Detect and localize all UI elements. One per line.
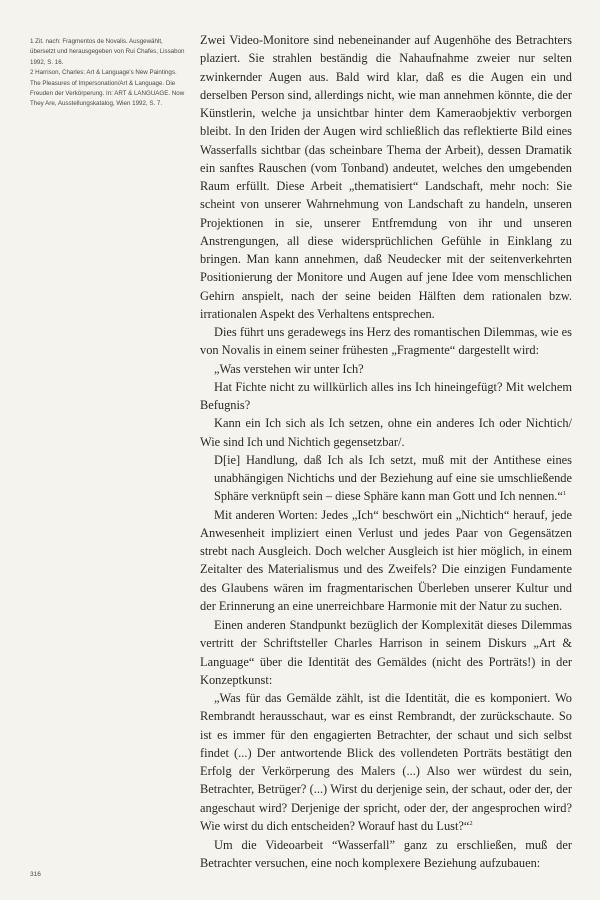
quote-novalis-line-3: Kann ein Ich sich als Ich setzen, ohne ein anderes Ich oder Nichtich/ Wie sind Ich und Nichtich gegensetzbar/. [200, 416, 572, 449]
footnote-ref-1: 1 [562, 490, 567, 498]
quote-harrison: „Was für das Gemälde zählt, ist die Identität, die es komponiert. Wo Rembrandt herausschaut, war es einst Rembrandt, der zurückschaute. So ist es immer für den engagierten Betrachter, der schaut und sich selbst findet (...) Der antwortende Blick des vollendeten Porträts bestätigt den Erfolg der Verkörperung des Malers (...) Also wer würdest du sein, Betrachter, Betrüger? (...) Wirst du derjenige sein, der schaut, oder der, der angeschaut wird? Derjenige der spricht, oder der, der angesprochen wird? Wie wirst du dich entscheiden? Worauf hast du Lust?“$^2$ [200, 691, 572, 833]
paragraph-harrison-intro: Einen anderen Standpunkt bezüglich der Komplexität dieses Dilemmas vertritt der Schriftsteller Charles Harrison in seinem Diskurs „Art & Language“ über die Identität des Gemäldes (nicht des Porträts!) in der Konzeptkunst: [200, 618, 572, 687]
paragraph-waterfall: Um die Videoarbeit “Wasserfall” ganz zu erschließen, muß der Betrachter versuchen, eine noch komplexere Beziehung aufzubauen: [200, 838, 572, 871]
footnote-ref-2: 2 [469, 819, 473, 827]
quote-novalis-line-2: Hat Fichte nicht zu willkürlich alles ins Ich hineingefügt? Mit welchem Befugnis? [200, 379, 572, 412]
footnotes [30, 37, 185, 110]
footnote-1: 1 Zit. nach: Fragmentos de Novalis. Ausgewählt, übersetzt und herausgegeben von Rui Chafes, Lissabon 1992, S. 16. [30, 38, 185, 66]
paragraph-novalis-intro: Dies führt uns geradewegs ins Herz des romantischen Dilemmas, wie es von Novalis in einem seiner frühesten „Fragmente“ dargestellt wird: [200, 325, 572, 358]
quote-novalis-line-1: „Was verstehen wir unter Ich? [214, 361, 364, 376]
paragraph-intro: Zwei Video-Monitore sind nebeneinander auf Augenhöhe des Betrachters plaziert. Sie strahlen beständig die Nahaufnahme zweier nur selten zwinkernder Augen aus. Bald wird klar, daß es die Augen ein und derselben Person sind, allerdings nicht, wie man annehmen könnte, die der Künstlerin, welche ja unsichtbar hinter dem Kameraobjektiv verborgen bleibt. In den Iriden der Augen wird schließlich das reflektierte Bild eines Wasserfalls sichtbar (das scheinbare Thema der Arbeit), dessen Dramatik ein sanftes Rauschen (vom Tonband) andeutet, welches den umgebenden Raum erfüllt. Diese Arbeit „thematisiert“ Landschaft, mehr noch: Sie scheint von unserer Wahrnehmung von Landschaft zu handeln, unseren Projektionen in sie, unserer Entfremdung von ihr und unseren Anstrengungen, all diese widersprüchlichen Gefühle in Einklang zu bringen. Man kann annehmen, daß Neudecker mit der seitenverkehrten Positionierung der Monitore und Augen auf jene Idee vom menschlichen Gehirn anspielt, nach der seine beiden Hälften dem rationalen bzw. irrationalen Aspekt des Verhaltens entsprechen. [200, 33, 572, 321]
paragraph-other-words: Mit anderen Worten: Jedes „Ich“ beschwört ein „Nichtich“ herauf, jede Anwesenheit impliziert einen Verlust und jedes Paar von Gegensätzen strebt nach Ausgleich. Doch welcher Ausgleich ist hier möglich, in einem Zeitalter des Materialismus und des Zweifels? Die einzigen Fundamente des Glaubens wären im fragmentarischen Überleben unserer Kultur und der Erinnerung an eine unerreichbare Harmonie mit der Natur zu suchen. [200, 507, 572, 613]
page-number: 316 [30, 871, 41, 878]
main-text [200, 31, 572, 873]
footnote-2: 2 Harrison, Charles: Art & Language's New Paintings. The Pleasures of Impersonation/Art & Language. Die Freuden der Verkörperung. In: ART & LANGUAGE. Now They Are, Ausstellungskatalog, Wien 1992, S. 7. [30, 69, 185, 108]
quote-novalis-line-4: D[ie] Handlung, daß Ich als Ich setzt, muß mit der Antithese eines unabhängigen Nichtichs und der Beziehung auf eine sie umschließende Sphäre verknüpft sein – diese Sphäre kann man Gott und Ich nennen.“$^1$ [214, 452, 572, 504]
